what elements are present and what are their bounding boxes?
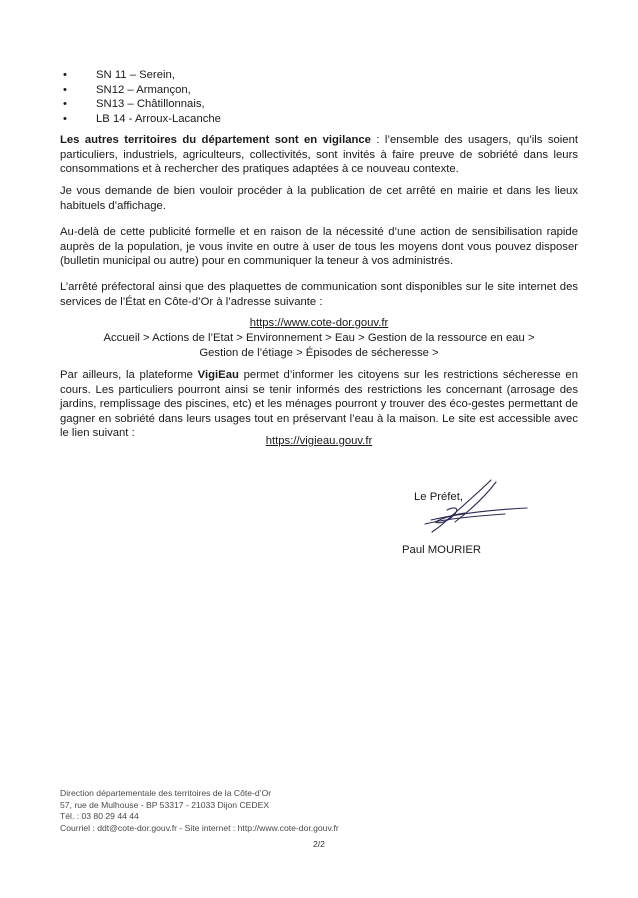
vigilance-text: : l’ensemble des usagers, qu’ils soient particuliers, industriels, agriculteurs, collectivités, sont invités à faire preuve de sobriété dans leurs consommations et à rechercher des pratiques adaptées à ce nouveau contexte. xyxy=(60,134,579,176)
footer-address: 57, rue de Mulhouse - BP 53317 - 21033 Dijon CEDEX xyxy=(60,799,270,810)
vigieau-text-after: permet d’informer les citoyens sur les restrictions sécheresse en cours. Les particuliers pourront ainsi se tenir informés des restrictions les concernant (arrosage des jardins, remplissage des piscines, etc) et les ménages pourront y trouver des éco-gestes permettant de gagner en sobriété dans leurs usages tout en préservant l’eau à la maison. Le site est accessible avec le lien suivant : xyxy=(60,369,578,440)
list-item-text: LB 14 - Arroux-Lacanche xyxy=(96,112,221,125)
signatory-name: Paul MOURIER xyxy=(402,544,482,556)
list-item xyxy=(62,112,221,127)
handwritten-signature xyxy=(395,476,535,536)
list-item xyxy=(62,97,221,112)
vigilance-paragraph xyxy=(60,133,578,177)
nav-path-line-1: Accueil > Actions de l’Etat > Environnement > Eau > Gestion de la ressource en eau > xyxy=(103,332,535,344)
vigieau-text-before: Par ailleurs, la plateforme xyxy=(60,369,198,381)
vigieau-name: VigiEau xyxy=(197,369,239,381)
bullet-marker: • xyxy=(63,83,67,96)
list-item-text: SN13 – Châtillonnais, xyxy=(96,98,205,111)
publication-paragraph: Je vous demande de bien vouloir procéder à la publication de cet arrêté en mairie et dans les lieux habituels d’affichage. xyxy=(60,185,578,212)
prefecture-site-link[interactable]: https://www.cote-dor.gouv.fr xyxy=(249,317,389,329)
bullet-marker: • xyxy=(63,69,67,81)
bullet-marker: • xyxy=(63,98,67,111)
site-link-line xyxy=(60,316,578,331)
signatory-title: Le Préfet, xyxy=(414,491,463,503)
footer-department: Direction départementale des territoires de la Côte-d’Or xyxy=(60,788,272,798)
arrete-paragraph: L’arrêté préfectoral ainsi que des plaquettes de communication sont disponibles sur le site internet des services de l’État en Côte-d’Or à l’adresse suivante : xyxy=(60,281,578,308)
page-number: 2/2 xyxy=(313,839,325,849)
sensibilisation-paragraph: Au-delà de cette publicité formelle et en raison de la nécessité d’une action de sensibilisation rapide auprès de la population, je vous invite en outre à user de tous les moyens dont vous pouvez disposer (bulletin municipal ou autre) pour en communiquer la teneur à vos administrés. xyxy=(60,226,578,268)
vigilance-heading: Les autres territoires du département sont en vigilance xyxy=(60,134,371,146)
bullet-marker: • xyxy=(63,112,67,125)
footer-phone: Tél. : 03 80 29 44 44 xyxy=(60,811,139,822)
vigieau-link[interactable]: https://vigieau.gouv.fr xyxy=(265,435,373,447)
footer-contact: Courriel : ddt@cote-dor.gouv.fr - Site internet : http://www.cote-dor.gouv.fr xyxy=(60,822,339,833)
list-item-text: SN 11 – Serein, xyxy=(96,69,175,81)
list-item xyxy=(62,83,221,98)
vigieau-paragraph xyxy=(60,368,578,441)
nav-path-line-2: Gestion de l’étiage > Épisodes de sécheresse > xyxy=(199,347,439,359)
list-item-text: SN12 – Armançon, xyxy=(96,83,191,96)
watershed-list xyxy=(62,68,221,126)
signature-stroke xyxy=(431,508,527,520)
page-footer xyxy=(60,788,339,834)
signature-stroke xyxy=(432,480,491,532)
vigieau-link-line xyxy=(60,434,578,449)
list-item xyxy=(62,68,221,83)
